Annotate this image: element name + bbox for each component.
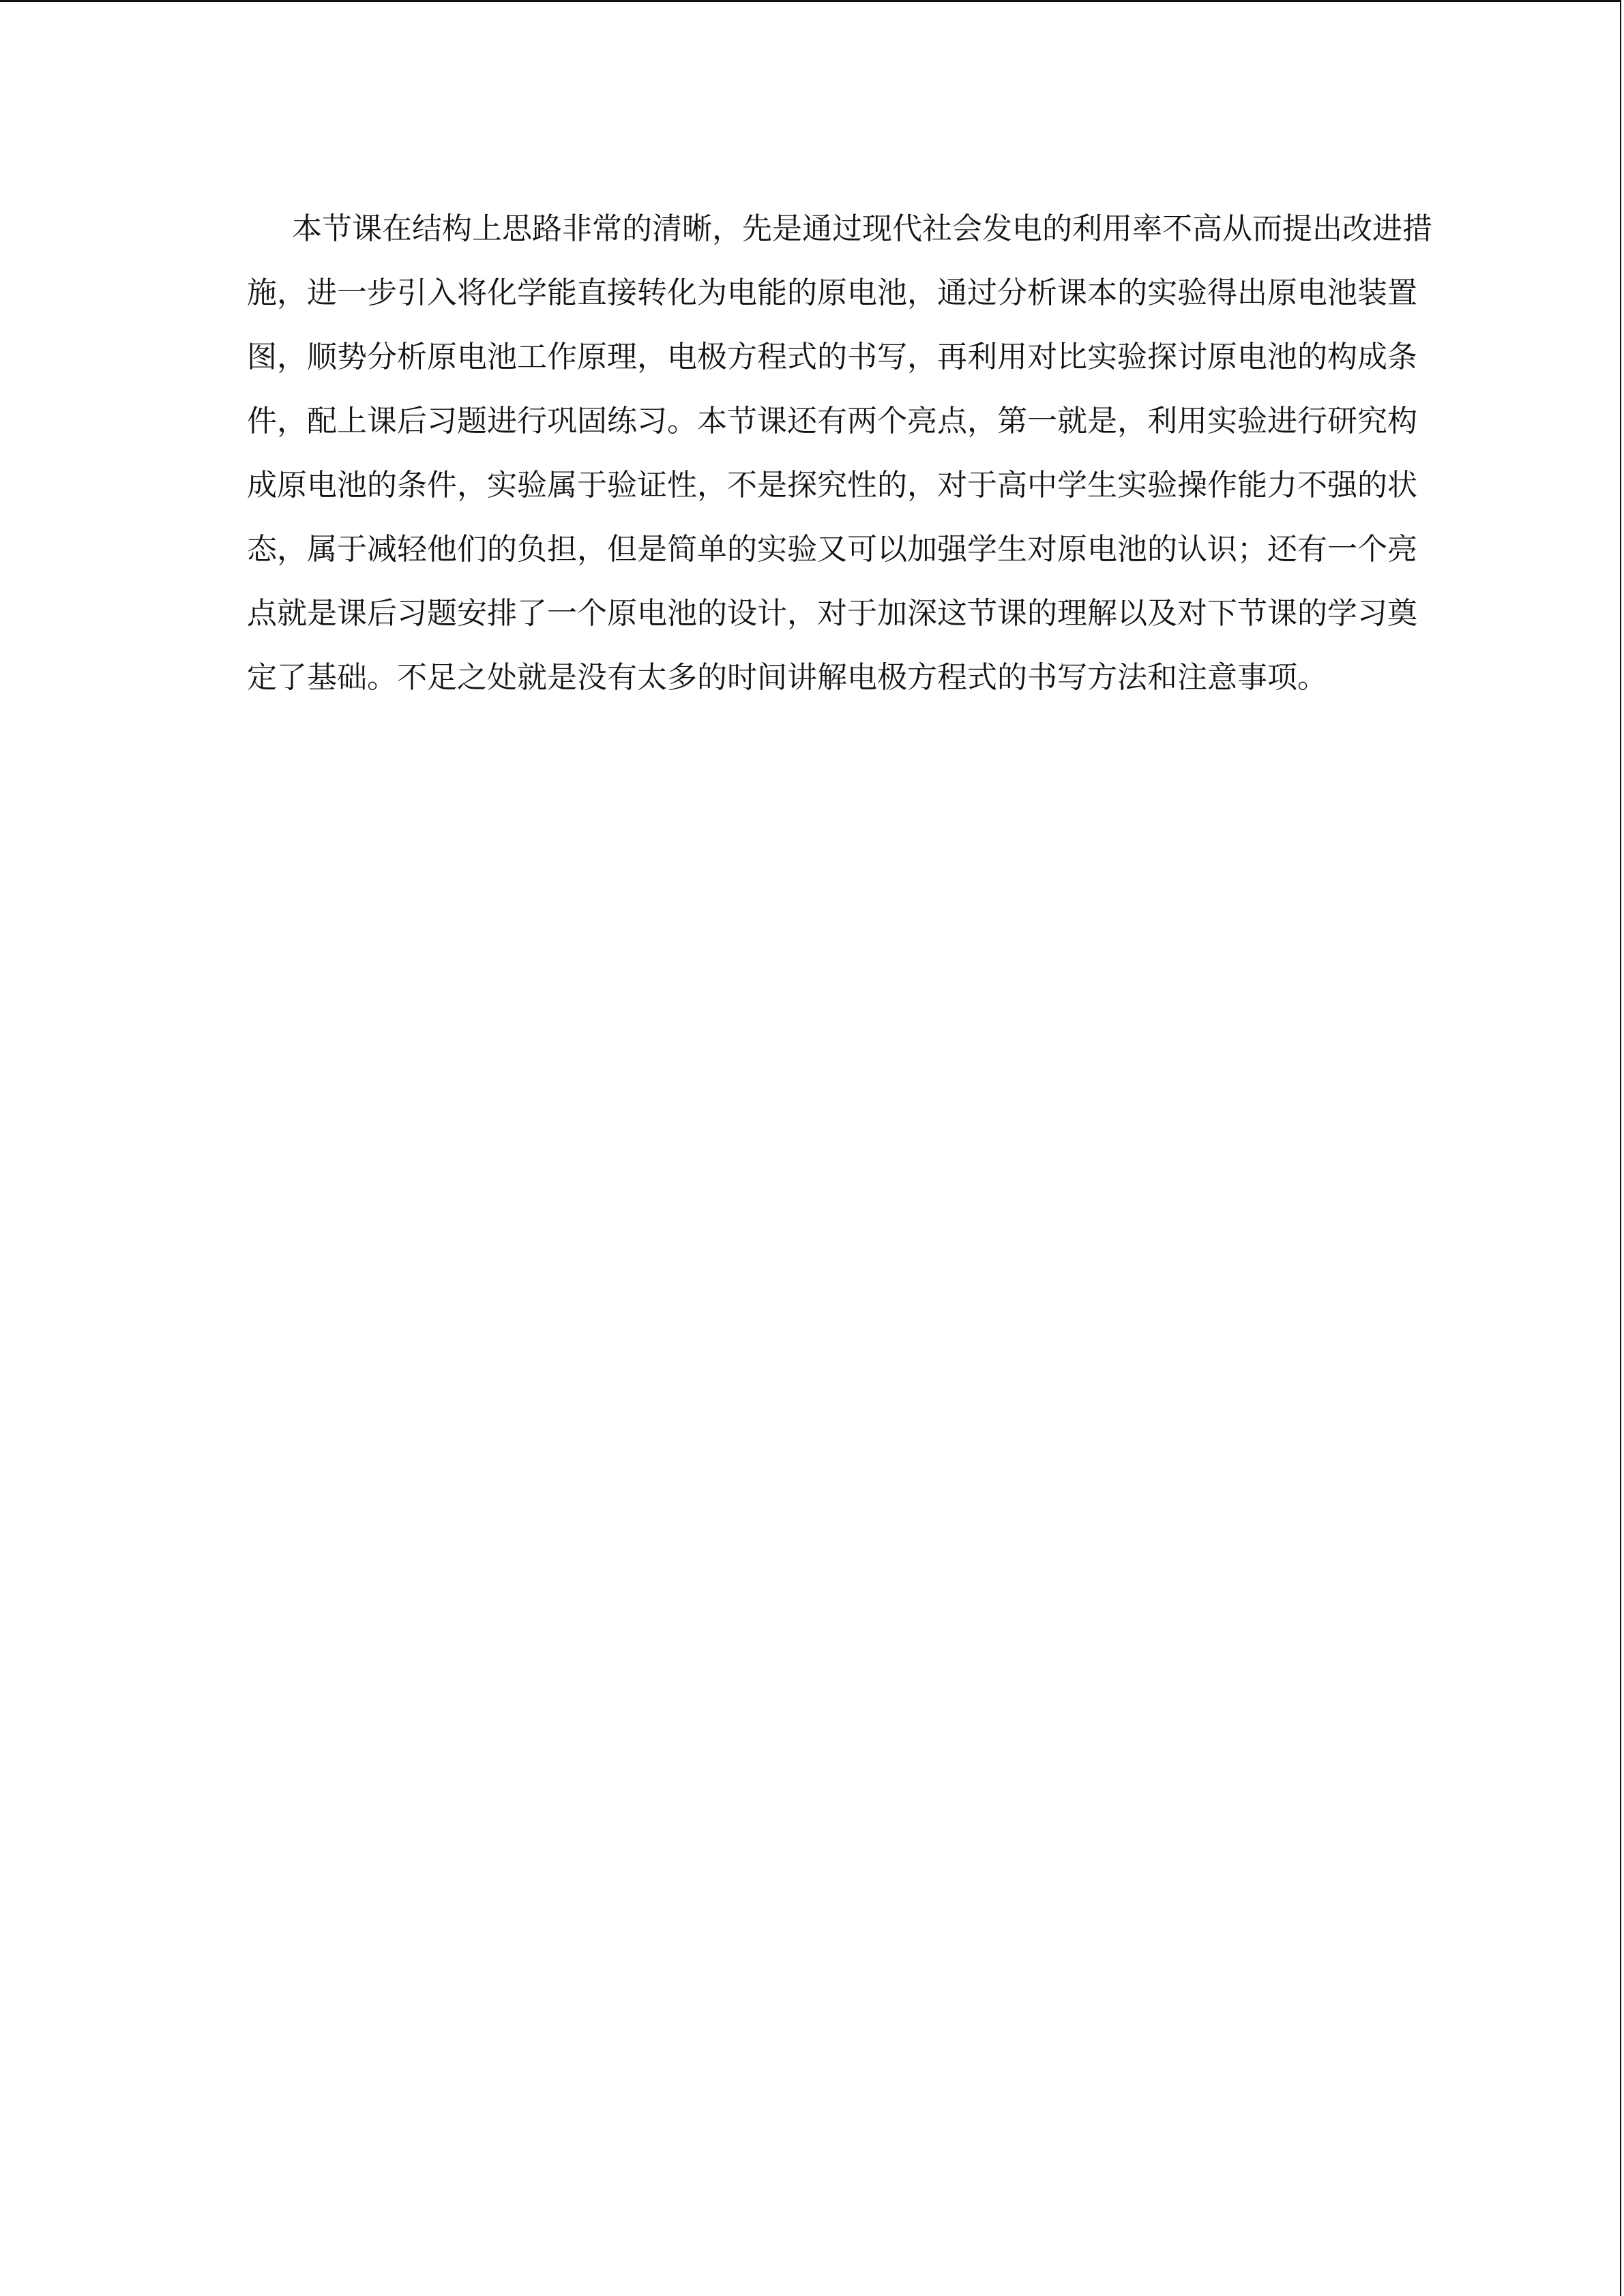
paragraph-line: 图，顺势分析原电池工作原理，电极方程式的书写，再利用对比实验探讨原电池的构成条	[247, 340, 1417, 374]
paragraph-line: 件，配上课后习题进行巩固练习。本节课还有两个亮点，第一就是，利用实验进行研究构	[247, 404, 1417, 438]
body-paragraph	[247, 197, 1432, 710]
paragraph-line: 点就是课后习题安排了一个原电池的设计，对于加深这节课的理解以及对下节课的学习奠	[247, 596, 1417, 631]
paragraph-line: 定了基础。不足之处就是没有太多的时间讲解电极方程式的书写方法和注意事项。	[247, 660, 1327, 695]
paragraph-line: 施，进一步引入将化学能直接转化为电能的原电池，通过分析课本的实验得出原电池装置	[247, 275, 1417, 310]
paragraph-line: 态，属于减轻他们的负担，但是简单的实验又可以加强学生对原电池的认识；还有一个亮	[247, 532, 1417, 567]
paragraph-line: 成原电池的条件，实验属于验证性，不是探究性的，对于高中学生实验操作能力不强的状	[247, 468, 1417, 503]
paragraph-line: 本节课在结构上思路非常的清晰，先是通过现代社会发电的利用率不高从而提出改进措	[292, 211, 1432, 246]
